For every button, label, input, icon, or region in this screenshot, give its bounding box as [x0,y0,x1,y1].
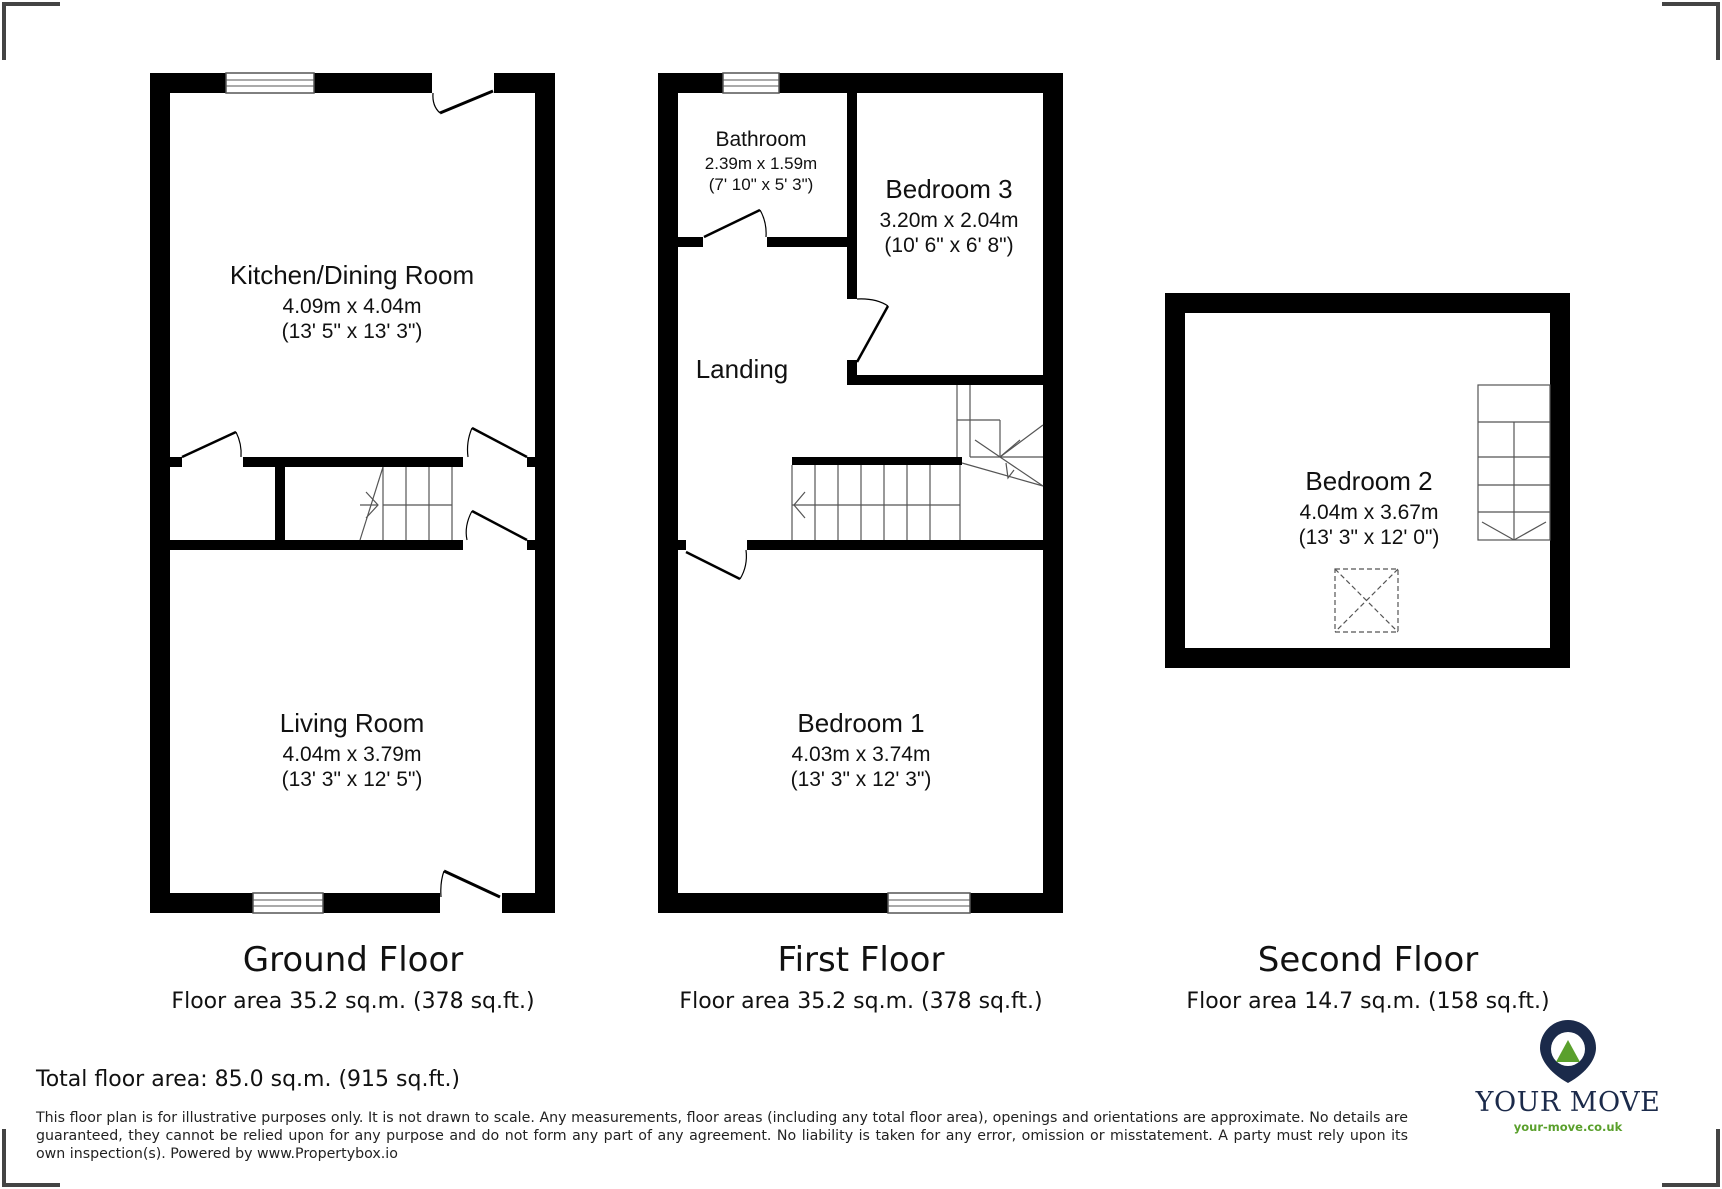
room-name: Bedroom 2 [1305,466,1433,496]
floor-area: Floor area 14.7 sq.m. (158 sq.ft.) [1186,989,1550,1014]
wall [678,540,686,550]
door [686,552,740,579]
door [182,432,236,457]
room-dimensions-imperial: (13' 3" x 12' 0") [1298,526,1440,549]
staircase [360,467,452,540]
wall [767,237,847,247]
room-dimensions-imperial: (13' 3" x 12' 5") [281,768,423,791]
wall [535,73,555,913]
staircase [1478,385,1550,540]
room-dimensions-imperial: (13' 5" x 13' 3") [281,320,423,343]
brand-logo [1475,1020,1661,1134]
floor-area: Floor area 35.2 sq.m. (378 sq.ft.) [171,989,535,1014]
window [723,73,779,93]
room-dimensions-metric: 4.04m x 3.79m [282,743,422,766]
brand-url: your-move.co.uk [1513,1120,1623,1134]
skylight [1335,569,1398,632]
wall [747,540,1043,550]
wall [170,457,182,467]
wall [150,73,555,93]
wall [150,73,170,913]
floor-title: First Floor [777,940,945,980]
room-dimensions-imperial: (7' 10" x 5' 3") [708,175,814,194]
door-opening [440,893,502,913]
crop-mark-top-left [4,4,60,60]
room-dimensions-metric: 4.04m x 3.67m [1299,501,1439,524]
room-name: Kitchen/Dining Room [229,260,475,290]
floor-title: Second Floor [1257,940,1479,980]
room-dimensions-metric: 3.20m x 2.04m [879,209,1019,232]
wall [847,360,857,385]
wall [275,467,285,542]
wall [1165,293,1185,668]
floor-titles [171,940,1549,1014]
window [253,893,323,913]
window [226,73,314,93]
crop-mark-bottom-right [1662,1129,1718,1185]
door-opening [432,73,494,93]
total-floor-area: Total floor area: 85.0 sq.m. (915 sq.ft.) [36,1067,461,1092]
door [440,91,493,113]
door [857,306,888,362]
door [472,428,527,457]
room-name: Landing [695,354,789,384]
location-pin-icon [1540,1020,1596,1083]
crop-mark-top-right [1662,4,1718,60]
wall [658,73,678,913]
wall [1043,73,1063,913]
wall [1165,648,1570,668]
wall [1550,293,1570,668]
room-name: Living Room [279,708,425,738]
floor-title: Ground Floor [242,940,464,980]
wall [658,73,1063,93]
room-dimensions-metric: 4.09m x 4.04m [282,295,422,318]
floor-area: Floor area 35.2 sq.m. (378 sq.ft.) [679,989,1043,1014]
room-dimensions-metric: 4.03m x 3.74m [791,743,931,766]
wall [243,457,463,467]
wall [527,540,535,550]
room-dimensions-metric: 2.39m x 1.59m [704,154,818,173]
door [704,210,760,237]
room-dimensions-imperial: (13' 3" x 12' 3") [790,768,932,791]
door [472,511,527,540]
wall [792,457,962,465]
wall [857,375,1043,385]
window [888,893,970,913]
disclaimer: This floor plan is for illustrative purposes only. It is not drawn to scale. Any measurements, floor areas (including any total floor area), openings and orientations are approximate. No details are guaranteed, they cannot be relied upon for any purpose and do not form any part of any agreement. No liability is taken for any error, omission or misstatement. A party must rely upon its own inspection(s). Powered by www.Propertybox.io [36,1110,1408,1162]
wall [847,93,857,299]
room-name: Bedroom 3 [885,174,1013,204]
brand-name: YOUR MOVE [1475,1087,1661,1118]
wall [658,893,1063,913]
room-dimensions-imperial: (10' 6" x 6' 8") [884,234,1014,257]
wall [170,540,463,550]
wall [1165,293,1570,313]
room-name: Bathroom [715,128,807,151]
wall [527,457,535,467]
room-name: Bedroom 1 [797,708,925,738]
wall [678,237,703,247]
